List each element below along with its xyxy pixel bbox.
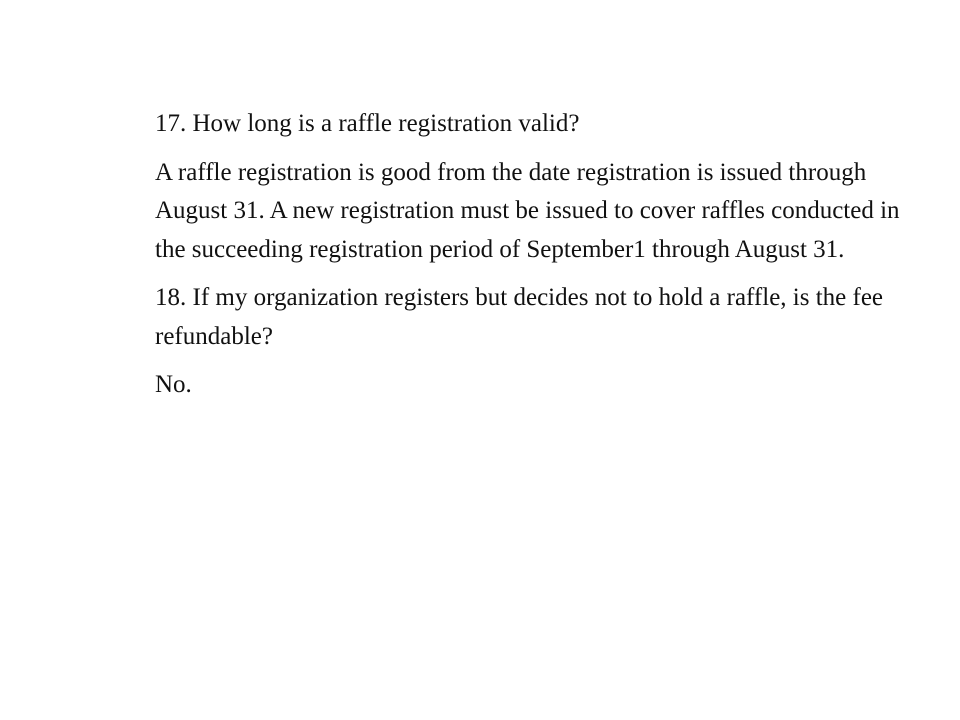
question-17: 17. How long is a raffle registration valid? — [155, 110, 580, 137]
question-18: 18. If my organization registers but decides not to hold a raffle, is the fee refundable? — [155, 284, 884, 350]
answer-17: A raffle registration is good from the date registration is issued through August 31. A new registration must be issued to cover raffles conducted in the succeeding registration period of September1 through August 31. — [155, 158, 900, 263]
slide-content — [155, 105, 900, 415]
answer-18: No. — [155, 371, 192, 398]
